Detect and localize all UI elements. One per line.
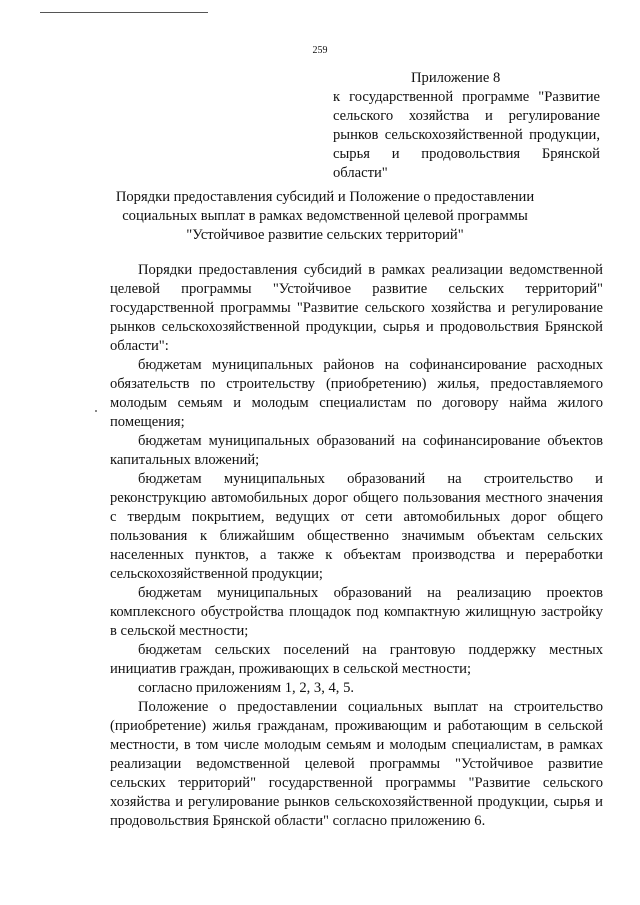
document-title-line-1: Порядки предоставления субсидий и Положение о предоставлении [115, 189, 535, 205]
margin-mark [95, 410, 97, 412]
appendix-body: к государственной программе "Развитие сельского хозяйства и регулирование рынков сельскохозяйственной продукции, сырья и продовольствия Брянской области" [333, 89, 600, 181]
document-title [95, 188, 555, 245]
page-number: 259 [312, 45, 328, 56]
document-body [110, 261, 603, 831]
paragraph-grants: бюджетам сельских поселений на грантовую поддержку местных инициатив граждан, проживающих в сельской местности; [110, 642, 603, 677]
document-title-line-2: социальных выплат в рамках ведомственной целевой программы [122, 208, 528, 224]
paragraph-housing: бюджетам муниципальных районов на софинансирование расходных обязательств по строительству (приобретению) жилья, предоставляемого молодым семьям и молодым специалистам по договору найма жилого помещения; [110, 357, 603, 430]
paragraph-capital-investments: бюджетам муниципальных образований на софинансирование объектов капитальных вложений; [110, 433, 603, 468]
appendix-block [333, 69, 600, 183]
paragraph-complex-development: бюджетам муниципальных образований на реализацию проектов комплексного обустройства площадок под компактную жилищную застройку в сельской местности; [110, 585, 603, 639]
paragraph-social-payments: Положение о предоставлении социальных выплат на строительство (приобретение) жилья гражданам, проживающим и работающим в сельской местности, в том числе молодым семьям и молодым специалистам, в рамках реализации ведомственной целевой программы "Устойчивое развитие сельских территорий" государственной программы "Развитие сельского хозяйства и регулирование рынков сельскохозяйственной продукции, сырья и продовольствия Брянской области" согласно приложению 6. [110, 699, 603, 829]
paragraph-roads: бюджетам муниципальных образований на строительство и реконструкцию автомобильных дорог общего пользования местного значения с твердым покрытием, ведущих от сети автомобильных дорог общего пользования к ближайшим общественно значимым объектам сельских населенных пунктов, а также к объектам производства и переработки сельскохозяйственной продукции; [110, 471, 603, 582]
paragraph-intro: Порядки предоставления субсидий в рамках реализации ведомственной целевой программы "Устойчивое развитие сельских территорий" государственной программы "Развитие сельского хозяйства и регулирование рынков сельскохозяйственной продукции, сырья и продовольствия Брянской области": [110, 262, 603, 354]
top-rule [40, 12, 208, 13]
paragraph-appendix-refs: согласно приложениям 1, 2, 3, 4, 5. [138, 680, 355, 696]
document-title-line-3: "Устойчивое развитие сельских территорий" [186, 227, 464, 243]
appendix-title: Приложение 8 [411, 70, 501, 86]
